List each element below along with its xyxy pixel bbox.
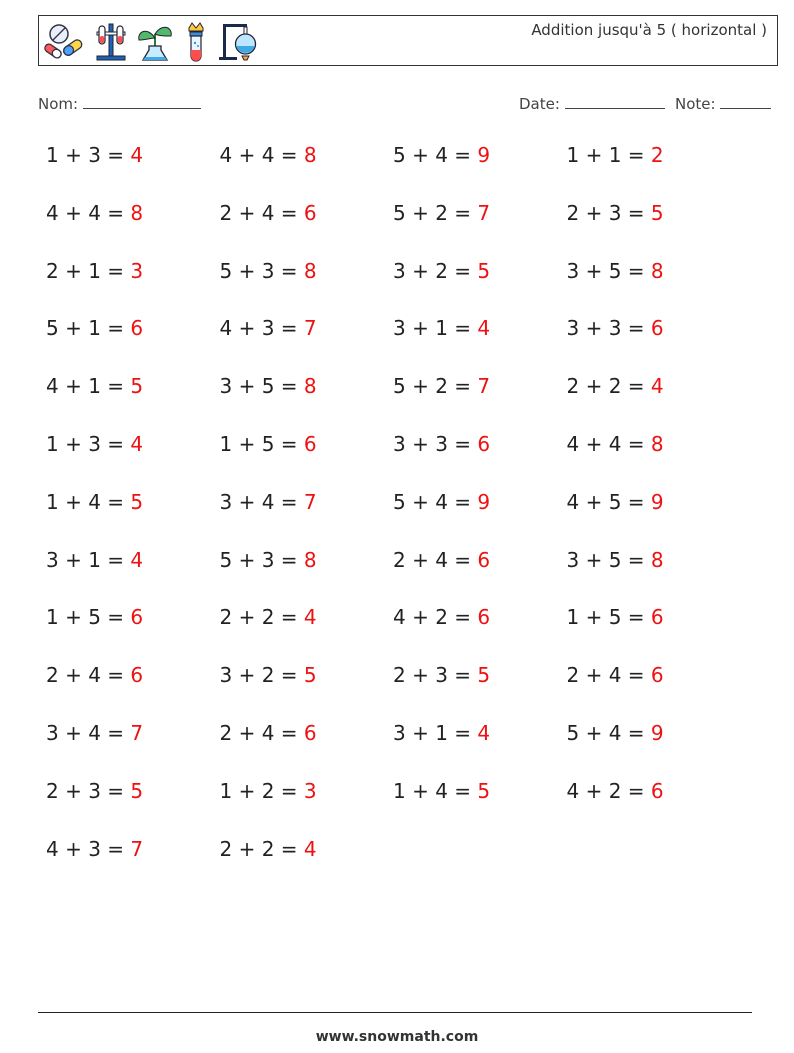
problem-answer: 7	[303, 489, 317, 514]
problem-answer: 7	[303, 316, 317, 341]
problem-question: 3 + 5 =	[566, 547, 645, 572]
test-tube-rack-icon	[93, 20, 129, 62]
problem	[393, 663, 567, 687]
footer-divider	[38, 1012, 752, 1013]
date-label: Date:	[519, 95, 560, 113]
problem-answer: 5	[303, 663, 317, 688]
problem-answer: 4	[303, 605, 317, 630]
problem	[220, 663, 394, 687]
problem	[567, 605, 741, 629]
problem-answer: 4	[130, 547, 144, 572]
problem	[393, 548, 567, 572]
problem	[567, 143, 741, 167]
problem	[46, 548, 220, 572]
problem	[393, 432, 567, 456]
problem-answer: 6	[477, 431, 491, 456]
problem	[220, 316, 394, 340]
problem-answer: 8	[650, 258, 664, 283]
problem	[393, 721, 567, 745]
problem-question: 2 + 3 =	[566, 200, 645, 225]
problem	[567, 201, 741, 225]
problem-question: 5 + 4 =	[393, 489, 472, 514]
problem-answer: 6	[650, 663, 664, 688]
problem-question: 3 + 2 =	[219, 663, 298, 688]
pills-icon	[43, 21, 87, 61]
problem-question: 3 + 1 =	[46, 547, 125, 572]
problem-row	[46, 721, 766, 779]
problem-answer: 6	[130, 316, 144, 341]
problem-question: 2 + 4 =	[393, 547, 472, 572]
problem-answer: 2	[650, 143, 664, 167]
problem-question: 4 + 5 =	[566, 489, 645, 514]
problem-question: 5 + 3 =	[219, 547, 298, 572]
problem	[46, 432, 220, 456]
problem	[567, 374, 741, 398]
score-field	[675, 94, 771, 113]
problem-question: 1 + 1 =	[566, 143, 645, 167]
problem-question: 2 + 3 =	[393, 663, 472, 688]
problem-answer: 4	[650, 374, 664, 399]
problem-answer: 6	[303, 720, 317, 745]
problem-question: 3 + 5 =	[566, 258, 645, 283]
problem-answer: 8	[303, 374, 317, 399]
problem-question: 5 + 4 =	[566, 720, 645, 745]
problem-question: 2 + 3 =	[46, 778, 125, 803]
problem	[220, 605, 394, 629]
problem	[46, 143, 220, 167]
problem-answer: 6	[130, 605, 144, 630]
problem	[393, 779, 567, 803]
problem-question: 1 + 4 =	[46, 489, 125, 514]
problem-row	[46, 490, 766, 548]
problem-question: 1 + 3 =	[46, 143, 125, 167]
problem-question: 3 + 1 =	[393, 720, 472, 745]
problem-answer: 6	[303, 431, 317, 456]
test-tube-crown-icon	[181, 20, 211, 62]
problem-answer: 8	[650, 431, 664, 456]
problem-question: 3 + 2 =	[393, 258, 472, 283]
problem	[393, 143, 567, 167]
problem-answer: 6	[650, 316, 664, 341]
problem-answer: 9	[650, 720, 664, 745]
problem	[567, 721, 741, 745]
problem-question: 5 + 3 =	[219, 258, 298, 283]
problem	[567, 779, 741, 803]
problem	[220, 374, 394, 398]
problem-answer: 8	[303, 547, 317, 572]
problem	[46, 663, 220, 687]
problem-answer: 6	[477, 605, 491, 630]
problem-question: 2 + 2 =	[219, 605, 298, 630]
problem	[46, 605, 220, 629]
problem-question: 4 + 3 =	[46, 836, 125, 861]
problem-row	[46, 143, 766, 201]
problem-question: 2 + 4 =	[46, 663, 125, 688]
problem-row	[46, 779, 766, 837]
problem	[220, 432, 394, 456]
problem	[220, 201, 394, 225]
problem-answer: 5	[130, 489, 144, 514]
problem-answer: 4	[303, 836, 317, 861]
problem-answer: 7	[477, 374, 491, 399]
problem-answer: 8	[303, 143, 317, 167]
problem	[46, 201, 220, 225]
name-blank	[83, 94, 201, 109]
worksheet-header	[38, 15, 778, 66]
problem	[393, 374, 567, 398]
problem-answer: 8	[303, 258, 317, 283]
problem-row	[46, 548, 766, 606]
problem-answer: 5	[650, 200, 664, 225]
problem-question: 3 + 4 =	[46, 720, 125, 745]
problem-question: 4 + 4 =	[566, 431, 645, 456]
problem-row	[46, 316, 766, 374]
problem	[220, 259, 394, 283]
problem-question: 3 + 5 =	[219, 374, 298, 399]
problem-answer: 6	[477, 547, 491, 572]
problem-question: 1 + 3 =	[46, 431, 125, 456]
problem-question: 5 + 4 =	[393, 143, 472, 167]
problem-answer: 5	[130, 374, 144, 399]
problem-question: 2 + 1 =	[46, 258, 125, 283]
problem	[46, 316, 220, 340]
header-icons	[43, 18, 261, 64]
problem	[220, 490, 394, 514]
problem-answer: 6	[650, 778, 664, 803]
problem-answer: 5	[477, 258, 491, 283]
problem	[567, 490, 741, 514]
problem	[567, 432, 741, 456]
problem-question: 1 + 5 =	[219, 431, 298, 456]
problem-answer: 4	[477, 316, 491, 341]
problem-row	[46, 663, 766, 721]
problem	[567, 548, 741, 572]
name-field	[38, 94, 201, 113]
problem-question: 3 + 3 =	[393, 431, 472, 456]
problem-answer: 8	[650, 547, 664, 572]
problem-question: 4 + 1 =	[46, 374, 125, 399]
problem-answer: 3	[130, 258, 144, 283]
problem-answer: 7	[477, 200, 491, 225]
problem	[393, 201, 567, 225]
problem-question: 2 + 2 =	[219, 836, 298, 861]
problem-answer: 5	[477, 778, 491, 803]
problem-answer: 4	[477, 720, 491, 745]
problem-question: 5 + 2 =	[393, 200, 472, 225]
problem-answer: 5	[130, 778, 144, 803]
problem	[567, 259, 741, 283]
problem-question: 4 + 2 =	[566, 778, 645, 803]
problem-question: 3 + 1 =	[393, 316, 472, 341]
problem	[220, 548, 394, 572]
problem-answer: 5	[477, 663, 491, 688]
problem	[46, 837, 220, 861]
date-blank	[565, 94, 665, 109]
problem	[220, 837, 394, 861]
problem	[567, 663, 741, 687]
problem-question: 4 + 2 =	[393, 605, 472, 630]
problem	[567, 316, 741, 340]
problem-answer: 6	[303, 200, 317, 225]
problem	[46, 259, 220, 283]
problem-answer: 9	[477, 489, 491, 514]
problem-question: 3 + 4 =	[219, 489, 298, 514]
problem-answer: 4	[130, 143, 144, 167]
problem-question: 2 + 4 =	[219, 720, 298, 745]
problem-question: 4 + 4 =	[46, 200, 125, 225]
problem	[220, 779, 394, 803]
plant-flask-icon	[135, 20, 175, 62]
problem-answer: 7	[130, 720, 144, 745]
problem-answer: 9	[650, 489, 664, 514]
score-label: Note:	[675, 95, 716, 113]
problem	[46, 374, 220, 398]
problem-row	[46, 374, 766, 432]
problem-answer: 3	[303, 778, 317, 803]
problem-question: 1 + 5 =	[566, 605, 645, 630]
problem-question: 1 + 4 =	[393, 778, 472, 803]
problem-question: 2 + 4 =	[219, 200, 298, 225]
problem-question: 4 + 3 =	[219, 316, 298, 341]
problem	[46, 490, 220, 514]
problem-answer: 9	[477, 143, 491, 167]
problem-row	[46, 201, 766, 259]
problem-row	[46, 837, 766, 895]
problem-answer: 7	[130, 836, 144, 861]
problem-question: 3 + 3 =	[566, 316, 645, 341]
problem-answer: 6	[130, 663, 144, 688]
footer-url: www.snowmath.com	[315, 1029, 479, 1045]
lab-stand-flask-icon	[217, 20, 261, 62]
problem	[393, 605, 567, 629]
worksheet-title: Addition jusqu'à 5 ( horizontal )	[531, 21, 767, 39]
problem-question: 2 + 4 =	[566, 663, 645, 688]
problem-question: 4 + 4 =	[219, 143, 298, 167]
date-field	[519, 94, 665, 113]
problem	[393, 259, 567, 283]
problem	[220, 721, 394, 745]
problem	[393, 316, 567, 340]
problem-row	[46, 605, 766, 663]
problem-question: 5 + 2 =	[393, 374, 472, 399]
problem-grid	[46, 143, 766, 894]
problem	[393, 490, 567, 514]
problem-answer: 4	[130, 431, 144, 456]
problem-question: 2 + 2 =	[566, 374, 645, 399]
name-label: Nom:	[38, 95, 79, 113]
score-blank	[720, 94, 771, 109]
problem-question: 1 + 2 =	[219, 778, 298, 803]
problem-row	[46, 259, 766, 317]
problem-question: 1 + 5 =	[46, 605, 125, 630]
problem	[46, 779, 220, 803]
problem-row	[46, 432, 766, 490]
problem-answer: 8	[130, 200, 144, 225]
problem	[220, 143, 394, 167]
problem	[46, 721, 220, 745]
problem-question: 5 + 1 =	[46, 316, 125, 341]
problem-answer: 6	[650, 605, 664, 630]
